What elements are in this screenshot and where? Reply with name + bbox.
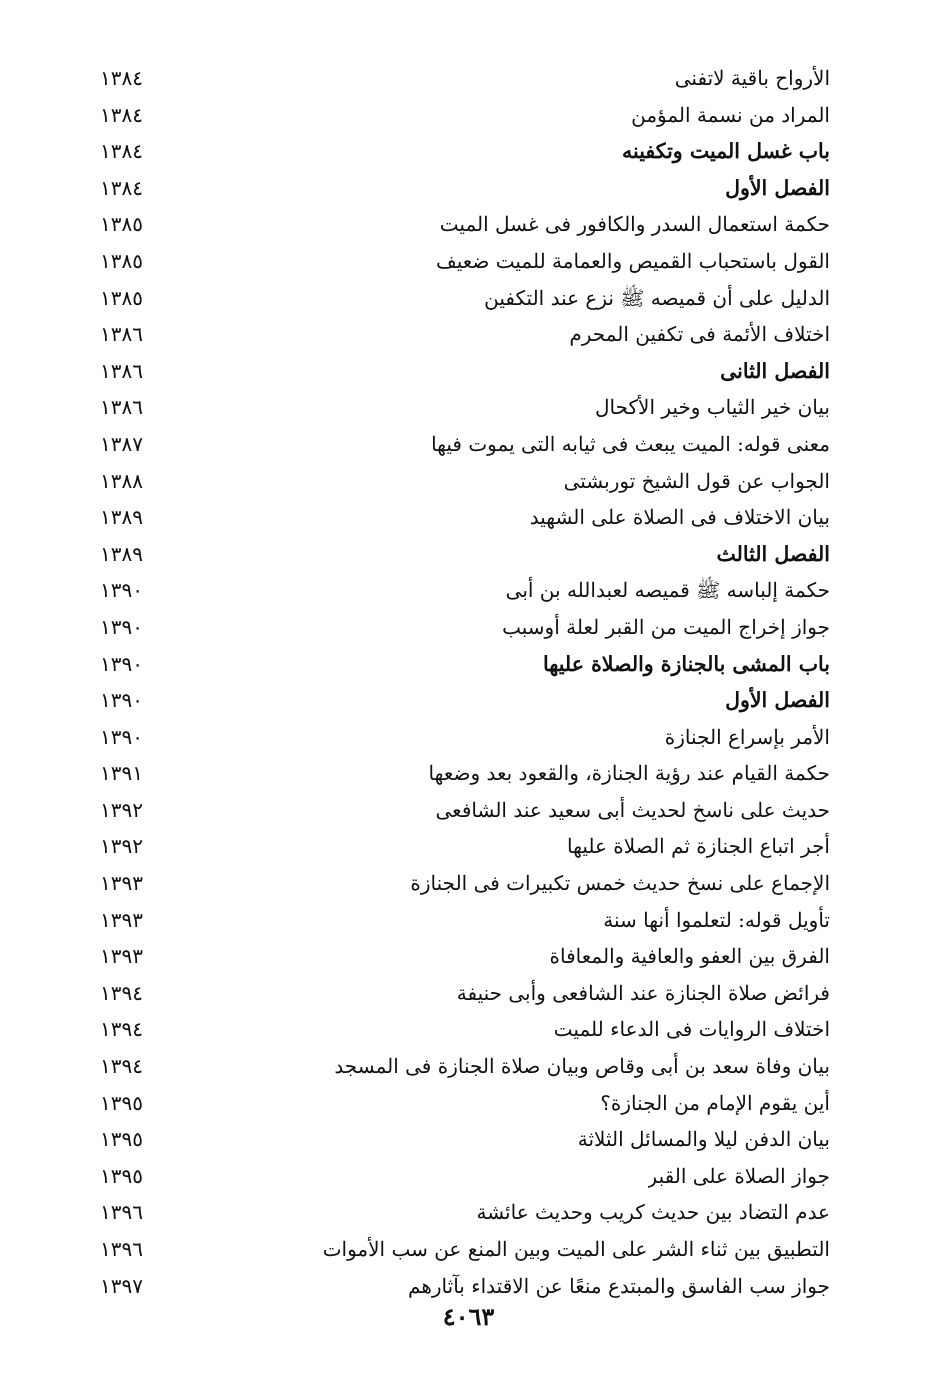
entry-title: حديث على ناسخ لحديث أبى سعيد عند الشافعى: [435, 797, 830, 822]
toc-entry: [100, 609, 830, 646]
entry-title: تأويل قوله: لتعلموا أنها سنة: [603, 907, 830, 932]
entry-page-number: ١٣٨٦: [100, 322, 143, 347]
entry-title: بيان خير الثياب وخير الأكحال: [595, 395, 830, 420]
entry-title: المراد من نسمة المؤمن: [631, 102, 830, 127]
toc-entry: [100, 97, 830, 134]
entry-page-number: ١٣٩٤: [100, 1054, 143, 1079]
toc-entry: [100, 1048, 830, 1085]
toc-heading: [100, 353, 830, 390]
toc-heading: [100, 682, 830, 719]
entry-page-number: ١٣٩٥: [100, 1127, 143, 1152]
entry-title: عدم التضاد بين حديث كريب وحديث عائشة: [476, 1200, 830, 1225]
entry-title: الفرق بين العفو والعافية والمعافاة: [549, 944, 830, 969]
entry-page-number: ١٣٩٠: [100, 614, 143, 639]
entry-title: باب المشى بالجنازة والصلاة عليها: [543, 651, 830, 676]
entry-page-number: ١٣٩٤: [100, 980, 143, 1005]
toc-heading: [100, 646, 830, 683]
toc-entry: [100, 463, 830, 500]
entry-title: حكمة القيام عند رؤية الجنازة، والقعود بعد وضعها: [428, 761, 830, 786]
entry-page-number: ١٣٩٦: [100, 1200, 143, 1225]
entry-page-number: ١٣٨٨: [100, 468, 143, 493]
toc-entry: [100, 938, 830, 975]
entry-title: فرائض صلاة الجنازة عند الشافعى وأبى حنيفة: [456, 980, 830, 1005]
table-of-contents: [100, 60, 830, 1304]
entry-title: جواز إخراج الميت من القبر لعلة أوسبب: [502, 614, 830, 639]
entry-title: الجواب عن قول الشيخ توربشتى: [563, 468, 830, 493]
entry-page-number: ١٣٨٤: [100, 139, 143, 164]
entry-title: الأمر بإسراع الجنازة: [664, 724, 830, 749]
entry-page-number: ١٣٩٢: [100, 834, 143, 859]
toc-entry: [100, 1231, 830, 1268]
toc-entry: [100, 60, 830, 97]
entry-page-number: ١٣٨٤: [100, 66, 143, 90]
toc-entry: [100, 902, 830, 939]
toc-entry: [100, 316, 830, 353]
entry-title: باب غسل الميت وتكفينه: [622, 139, 830, 164]
entry-page-number: ١٣٩٠: [100, 651, 143, 676]
entry-title: حكمة استعمال السدر والكافور فى غسل الميت: [439, 212, 830, 237]
entry-page-number: ١٣٨٧: [100, 431, 143, 456]
entry-title: أين يقوم الإمام من الجنازة؟: [600, 1090, 830, 1115]
toc-entry: [100, 865, 830, 902]
entry-page-number: ١٣٩٥: [100, 1090, 143, 1115]
entry-page-number: ١٣٩٠: [100, 578, 143, 603]
entry-page-number: ١٣٨٥: [100, 212, 143, 237]
entry-page-number: ١٣٩٣: [100, 907, 143, 932]
entry-title: الفصل الثانى: [720, 358, 830, 383]
toc-entry: [100, 1268, 830, 1305]
toc-heading: [100, 133, 830, 170]
entry-title: بيان الدفن ليلا والمسائل الثلاثة: [577, 1127, 830, 1152]
entry-page-number: ١٣٨٩: [100, 505, 143, 530]
toc-entry: [100, 1158, 830, 1195]
entry-page-number: ١٣٩٣: [100, 944, 143, 969]
toc-entry: [100, 243, 830, 280]
entry-page-number: ١٣٩٧: [100, 1273, 143, 1298]
entry-title: الفصل الأول: [725, 688, 830, 713]
entry-title: اختلاف الأئمة فى تكفين المحرم: [569, 322, 830, 347]
entry-title: اختلاف الروايات فى الدعاء للميت: [553, 1017, 830, 1042]
toc-entry: [100, 572, 830, 609]
entry-page-number: ١٣٨٦: [100, 358, 143, 383]
entry-title: حكمة إلباسه ﷺ قميصه لعبدالله بن أبى: [505, 578, 830, 603]
toc-entry: [100, 389, 830, 426]
toc-entry: [100, 499, 830, 536]
entry-title: بيان الاختلاف فى الصلاة على الشهيد: [529, 505, 830, 530]
toc-entry: [100, 1085, 830, 1122]
entry-title: الفصل الأول: [725, 175, 830, 200]
toc-entry: [100, 975, 830, 1012]
entry-page-number: ١٣٩٤: [100, 1017, 143, 1042]
toc-heading: [100, 170, 830, 207]
toc-entry: [100, 792, 830, 829]
entry-page-number: ١٣٨٦: [100, 395, 143, 420]
entry-title: بيان وفاة سعد بن أبى وقاص وبيان صلاة الجنازة فى المسجد: [334, 1054, 830, 1079]
entry-page-number: ١٣٩٢: [100, 797, 143, 822]
entry-page-number: ١٣٩٣: [100, 871, 143, 896]
toc-entry: [100, 280, 830, 317]
entry-page-number: ١٣٨٥: [100, 248, 143, 273]
entry-title: جواز سب الفاسق والمبتدع منعًا عن الاقتداء بآثارهم: [408, 1273, 830, 1298]
entry-page-number: ١٣٩٠: [100, 688, 143, 713]
entry-title: الأرواح باقية لاتفنى: [674, 66, 830, 90]
toc-entry: [100, 206, 830, 243]
entry-title: معنى قوله: الميت يبعث فى ثيابه التى يموت فيها: [431, 431, 830, 456]
entry-title: أجر اتباع الجنازة ثم الصلاة عليها: [567, 834, 830, 859]
entry-page-number: ١٣٨٩: [100, 541, 143, 566]
entry-page-number: ١٣٩٠: [100, 724, 143, 749]
toc-entry: [100, 1194, 830, 1231]
toc-entry: [100, 755, 830, 792]
toc-entry: [100, 426, 830, 463]
toc-entry: [100, 1121, 830, 1158]
entry-page-number: ١٣٨٤: [100, 175, 143, 200]
page-number: ٤٠٦٣: [442, 1302, 495, 1331]
entry-title: القول باستحباب القميص والعمامة للميت ضعيف: [436, 248, 830, 273]
toc-heading: [100, 536, 830, 573]
toc-entry: [100, 1011, 830, 1048]
entry-page-number: ١٣٩٥: [100, 1163, 143, 1188]
entry-title: الدليل على أن قميصه ﷺ نزع عند التكفين: [484, 285, 830, 310]
entry-title: جواز الصلاة على القبر: [647, 1163, 830, 1188]
entry-page-number: ١٣٩٦: [100, 1237, 143, 1261]
entry-title: الفصل الثالث: [716, 541, 830, 566]
entry-title: الإجماع على نسخ حديث خمس تكبيرات فى الجنازة: [410, 871, 830, 896]
entry-page-number: ١٣٩١: [100, 761, 143, 786]
entry-page-number: ١٣٨٥: [100, 285, 143, 310]
toc-entry: [100, 719, 830, 756]
entry-title: التطبيق بين ثناء الشر على الميت وبين المنع عن سب الأموات: [322, 1237, 830, 1261]
entry-page-number: ١٣٨٤: [100, 102, 143, 127]
toc-entry: [100, 828, 830, 865]
